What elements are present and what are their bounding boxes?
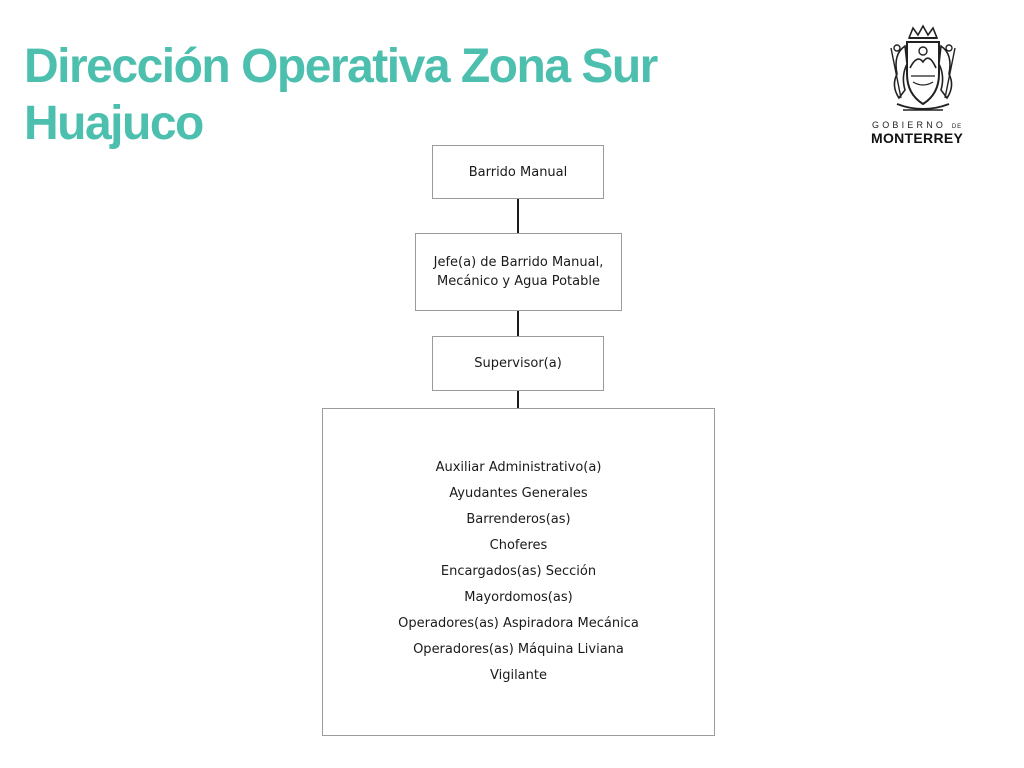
- coat-of-arms-icon: [883, 24, 963, 118]
- staff-item: Auxiliar Administrativo(a): [435, 460, 602, 475]
- staff-item: Mayordomos(as): [464, 590, 573, 605]
- logo-wordmark: MONTERREY: [871, 130, 964, 146]
- staff-item: Vigilante: [489, 668, 547, 683]
- staff-item: Encargados(as) Sección: [440, 564, 597, 579]
- page-title: [24, 38, 724, 152]
- logo-de-text: DE: [951, 124, 963, 130]
- org-node-label-line-1: Jefe(a) de Barrido Manual,: [433, 255, 604, 270]
- connector-line: [517, 311, 519, 336]
- title-line-1: Dirección Operativa Zona Sur: [24, 40, 657, 93]
- staff-item: Operadores(as) Máquina Liviana: [413, 642, 624, 657]
- logo-subtitle: [872, 120, 976, 130]
- staff-item: Barrenderos(as): [466, 512, 571, 527]
- staff-item: Choferes: [489, 538, 548, 553]
- staff-list: [398, 455, 639, 689]
- org-node-label: Barrido Manual: [468, 164, 568, 180]
- connector-line: [517, 199, 519, 233]
- monterrey-logo: [868, 24, 978, 148]
- org-node-supervisor: [432, 336, 604, 391]
- org-node-label-line-2: Mecánico y Agua Potable: [437, 274, 600, 289]
- connector-line: [517, 391, 519, 408]
- staff-item: Operadores(as) Aspiradora Mecánica: [398, 616, 639, 631]
- logo-gobierno-text: GOBIERNO: [872, 120, 947, 130]
- staff-item: Ayudantes Generales: [449, 486, 588, 501]
- org-node-label: Supervisor(a): [474, 356, 562, 371]
- org-node-staff: [322, 408, 715, 736]
- org-node-barrido-manual: [432, 145, 604, 199]
- title-line-2: Huajuco: [24, 97, 203, 150]
- org-node-jefe: [415, 233, 622, 311]
